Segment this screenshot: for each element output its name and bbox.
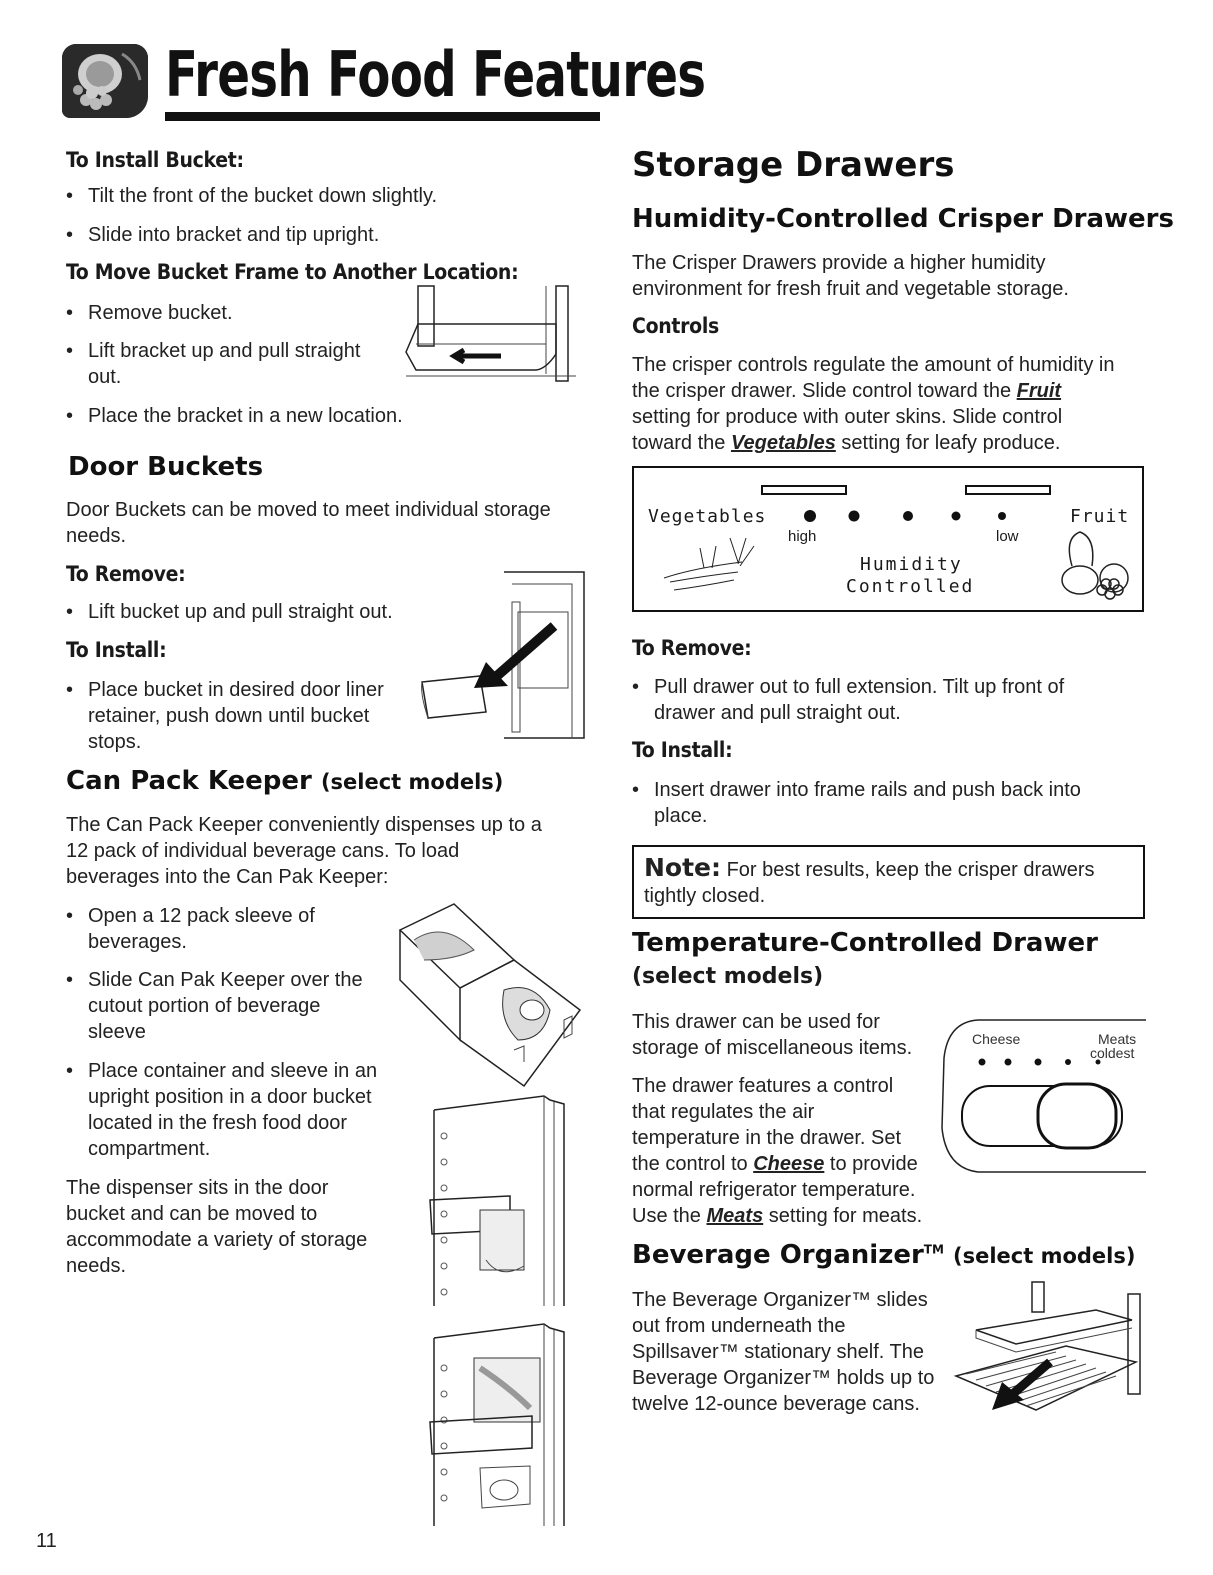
- door-install-bullet-cont: retainer, push down until bucket: [88, 705, 370, 727]
- title-underline: [165, 112, 600, 121]
- bucket-bracket-illustration: [396, 284, 586, 390]
- temp-drawer-body: storage of miscellaneous items.: [632, 1037, 913, 1059]
- fruit-label: Fruit: [1070, 506, 1130, 527]
- page-number: 11: [36, 1530, 57, 1552]
- crisper-remove-heading: To Remove:: [632, 636, 752, 660]
- beverage-body: Beverage Organizer™ holds up to: [632, 1367, 935, 1389]
- can-pack-bullet-cont: sleeve: [88, 1021, 146, 1043]
- controls-text: the crisper drawer. Slide control toward the: [632, 380, 1012, 402]
- install-bucket-bullet: • Tilt the front of the bucket down slightly.: [66, 183, 437, 209]
- move-frame-heading: To Move Bucket Frame to Another Location:: [66, 260, 519, 284]
- controlled-label: Controlled: [846, 576, 975, 597]
- temp-drawer-body: that regulates the air: [632, 1101, 815, 1123]
- move-frame-bullet: • Place the bracket in a new location.: [66, 403, 403, 429]
- controls-body: [632, 430, 1060, 456]
- beverage-organizer-illustration: [946, 1280, 1146, 1420]
- temp-text: setting for meats.: [768, 1205, 923, 1227]
- crisper-body: environment for fresh fruit and vegetable storage.: [632, 278, 1069, 300]
- fruit-icon: [1062, 532, 1128, 599]
- note-line2: tightly closed.: [644, 885, 766, 907]
- can-pack-bullet: • Place container and sleeve in an: [66, 1058, 377, 1084]
- temp-text: the control to: [632, 1153, 748, 1175]
- beverage-heading-text: Beverage Organizer: [632, 1240, 924, 1270]
- can-pack-body: 12 pack of individual beverage cans. To load: [66, 840, 460, 862]
- fruit-term: Fruit: [1016, 380, 1062, 402]
- can-pack-tail: bucket and can be moved to: [66, 1203, 318, 1225]
- move-frame-bullet-cont: out.: [88, 366, 122, 388]
- temp-drawer-body: [632, 1203, 922, 1229]
- temp-text: Use the: [632, 1205, 701, 1227]
- crisper-body: The Crisper Drawers provide a higher humidity: [632, 252, 1046, 274]
- meats-term: Meats: [706, 1205, 764, 1227]
- beverage-heading-suffix: (select models): [953, 1244, 1136, 1268]
- can-pack-bullet-cont: compartment.: [88, 1138, 211, 1160]
- beverage-body: Spillsaver™ stationary shelf. The: [632, 1341, 924, 1363]
- can-pack-bullet-cont: beverages.: [88, 931, 187, 953]
- door-install-bullet-cont: stops.: [88, 731, 142, 753]
- move-frame-bullet: • Lift bracket up and pull straight: [66, 338, 360, 364]
- high-label: high: [788, 528, 817, 545]
- vegetables-icon: [664, 538, 754, 590]
- door-with-organizer-illustration: [420, 1318, 570, 1528]
- can-pack-body: The Can Pack Keeper conveniently dispenses up to a: [66, 814, 542, 836]
- vegetables-label: Vegetables: [648, 506, 767, 527]
- controls-body: [632, 378, 1061, 404]
- can-pack-bullet: • Open a 12 pack sleeve of: [66, 903, 315, 929]
- controls-heading: Controls: [632, 314, 719, 338]
- beverage-heading: [632, 1240, 1135, 1270]
- can-pack-tail: accommodate a variety of storage: [66, 1229, 368, 1251]
- install-bucket-heading: To Install Bucket:: [66, 148, 244, 172]
- door-install-heading: To Install:: [66, 638, 167, 662]
- cheese-term: Cheese: [753, 1153, 825, 1175]
- note-text: For best results, keep the crisper drawers: [726, 859, 1095, 881]
- can-pack-bullet-cont: cutout portion of beverage: [88, 995, 321, 1017]
- can-pack-bullet-cont: located in the fresh food door: [88, 1112, 348, 1134]
- vegetables-term: Vegetables: [730, 432, 836, 454]
- crisper-heading: Humidity-Controlled Crisper Drawers: [632, 204, 1174, 234]
- fresh-food-logo-icon: [62, 44, 148, 118]
- door-remove-heading: To Remove:: [66, 562, 186, 586]
- can-pack-body: beverages into the Can Pak Keeper:: [66, 866, 389, 888]
- can-pack-heading: [66, 766, 503, 796]
- beverage-body: out from underneath the: [632, 1315, 846, 1337]
- door-bucket-illustration: [404, 562, 586, 740]
- note-label: Note:: [644, 853, 722, 882]
- crisper-install-bullet: • Insert drawer into frame rails and push back into: [632, 777, 1081, 803]
- beverage-body: The Beverage Organizer™ slides: [632, 1289, 928, 1311]
- door-buckets-body: Door Buckets can be moved to meet individual storage: [66, 499, 551, 521]
- trademark: TM: [923, 1242, 944, 1257]
- temp-drawer-body: The drawer features a control: [632, 1075, 894, 1097]
- temp-drawer-heading: Temperature-Controlled Drawer: [632, 928, 1098, 958]
- storage-drawers-heading: Storage Drawers: [632, 145, 955, 185]
- temp-drawer-body: normal refrigerator temperature.: [632, 1179, 916, 1201]
- can-pack-bullet-cont: upright position in a door bucket: [88, 1086, 372, 1108]
- note-box: [632, 845, 1145, 919]
- low-label: low: [996, 528, 1019, 545]
- temp-drawer-body: This drawer can be used for: [632, 1011, 880, 1033]
- door-with-can-keeper-illustration: [420, 1090, 570, 1310]
- dial-coldest-label: coldest: [1090, 1045, 1135, 1061]
- door-remove-bullet: • Lift bucket up and pull straight out.: [66, 599, 393, 625]
- controls-text: toward the: [632, 432, 726, 454]
- door-buckets-heading: Door Buckets: [68, 452, 264, 482]
- temp-drawer-subheading: (select models): [632, 964, 824, 989]
- can-pack-keeper-illustration: [394, 900, 590, 1090]
- humidity-control-panel: [632, 466, 1144, 612]
- dial-meats-label: Meats: [1098, 1031, 1137, 1047]
- can-pack-tail: needs.: [66, 1255, 127, 1277]
- can-pack-heading-suffix: (select models): [320, 770, 504, 794]
- controls-body: The crisper controls regulate the amount of humidity in: [632, 354, 1115, 376]
- crisper-install-bullet-cont: place.: [654, 805, 708, 827]
- page-title: Fresh Food Features: [165, 38, 706, 111]
- temp-drawer-body: temperature in the drawer. Set: [632, 1127, 902, 1149]
- crisper-install-heading: To Install:: [632, 738, 733, 762]
- crisper-remove-bullet: • Pull drawer out to full extension. Tilt up front of: [632, 674, 1064, 700]
- can-pack-tail: The dispenser sits in the door: [66, 1177, 329, 1199]
- install-bucket-bullet: • Slide into bracket and tip upright.: [66, 222, 379, 248]
- humidity-label: Humidity: [860, 554, 963, 575]
- temp-drawer-body: [632, 1151, 918, 1177]
- beverage-body: twelve 12-ounce beverage cans.: [632, 1393, 920, 1415]
- dial-cheese-label: Cheese: [972, 1031, 1021, 1047]
- crisper-remove-bullet-cont: drawer and pull straight out.: [654, 702, 901, 724]
- door-buckets-body: needs.: [66, 525, 127, 547]
- door-install-bullet: • Place bucket in desired door liner: [66, 677, 384, 703]
- controls-body: setting for produce with outer skins. Slide control: [632, 406, 1063, 428]
- note-line1: [644, 855, 1095, 883]
- can-pack-bullet: • Slide Can Pak Keeper over the: [66, 967, 363, 993]
- temp-text: to provide: [829, 1153, 918, 1175]
- move-frame-bullet: • Remove bucket.: [66, 300, 233, 326]
- controls-text: setting for leafy produce.: [841, 432, 1061, 454]
- can-pack-heading-text: Can Pack Keeper: [66, 766, 312, 796]
